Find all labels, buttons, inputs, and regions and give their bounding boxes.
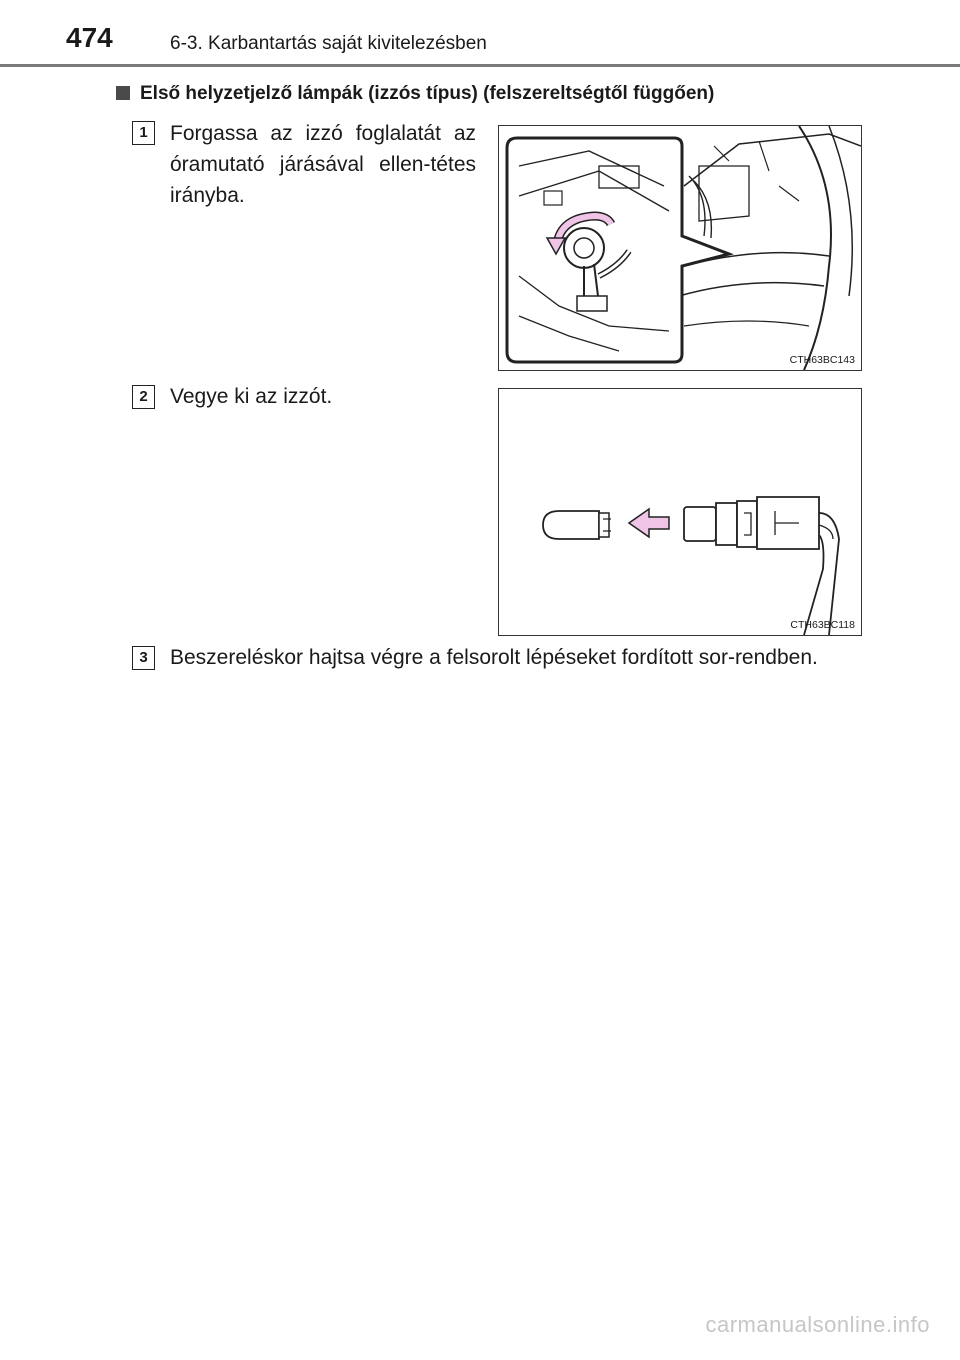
step-text-1: Forgassa az izzó foglalatát az óramutató járásával ellen-tétes irányba. [170,122,476,207]
figure-code: CTH63BC118 [790,619,855,631]
step-number-1: 1 [132,121,155,145]
figure-code: CTH63BC143 [789,354,855,366]
subheading-text: Első helyzetjelző lámpák (izzós típus) (felszereltségtől függően) [140,83,715,104]
watermark: carmanualsonline.info [705,1312,930,1337]
square-bullet-icon [116,86,130,100]
step-text-3: Beszereléskor hajtsa végre a felsorolt lépéseket fordított sor-rendben. [170,646,818,669]
section-title: 6-3. Karbantartás saját kivitelezésben [170,33,487,54]
bulb-removal-illustration [499,389,861,635]
figure-bulb-socket-rotate [498,125,862,371]
page-number: 474 [66,22,113,53]
bulb-socket-illustration [499,126,861,370]
subheading [116,83,714,105]
figure-bulb-removal [498,388,862,636]
step-number-3: 3 [132,646,155,670]
step-text-2: Vegye ki az izzót. [170,385,333,408]
header-rule [0,64,960,67]
step-number-2: 2 [132,385,155,409]
